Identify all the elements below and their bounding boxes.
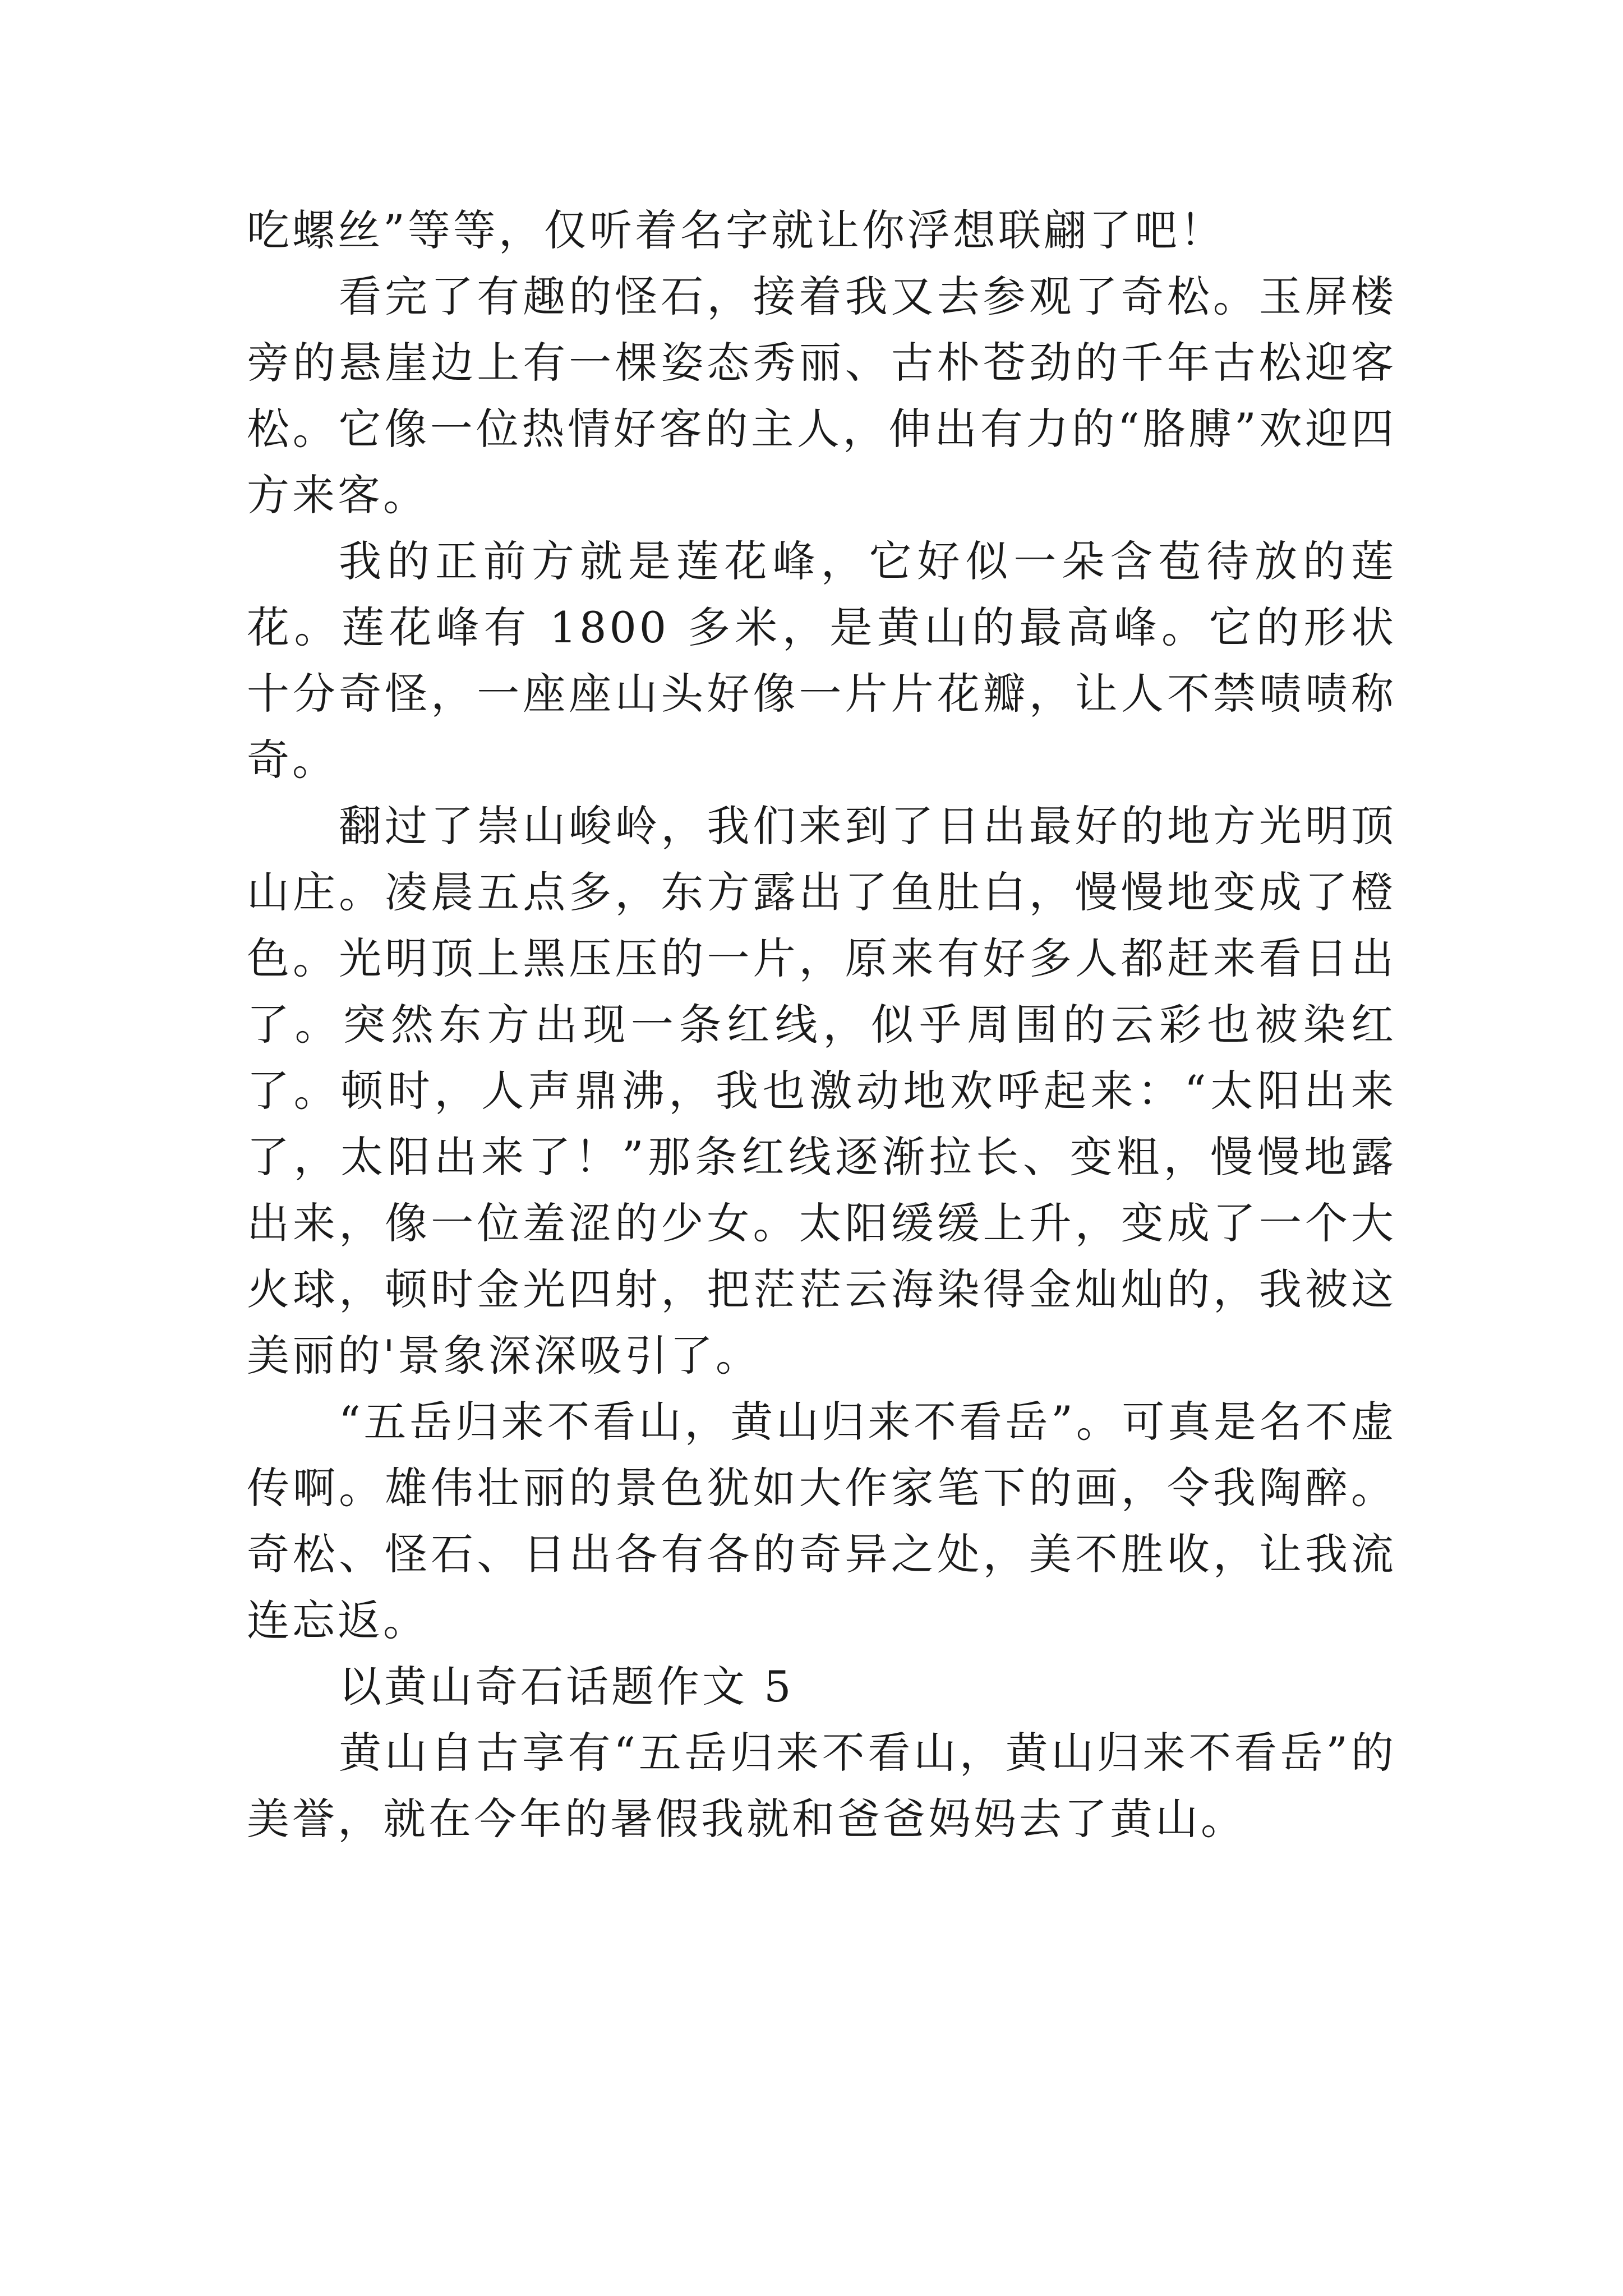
paragraph-sunrise: 翻过了崇山峻岭，我们来到了日出最好的地方光明顶山庄。凌晨五点多，东方露出了鱼肚白，慢慢地变成了橙色。光明顶上黑压压的一片，原来有好多人都赶来看日出了。突然东方出现一条红线，似乎周围的云彩也被染红了。顿时，人声鼎沸，我也激动地欢呼起来：“太阳出来了，太阳出来了！”那条红线逐渐拉长、变粗，慢慢地露出来，像一位羞涩的少女。太阳缓缓上升，变成了一个大火球，顿时金光四射，把茫茫云海染得金灿灿的，我被这美丽的'景象深深吸引了。 bbox=[247, 801, 1396, 1381]
essay-title: 以黄山奇石话题作文 5 bbox=[339, 1662, 794, 1711]
paragraph-conclusion: “五岳归来不看山，黄山归来不看岳”。可真是名不虚传啊。雄伟壮丽的景色犹如大作家笔下的画，令我陶醉。奇松、怪石、日出各有各的奇异之处，美不胜收，让我流连忘返。 bbox=[247, 1397, 1396, 1645]
paragraph-next-essay-intro: 黄山自古享有“五岳归来不看山，黄山归来不看岳”的美誉，就在今年的暑假我就和爸爸妈妈去了黄山。 bbox=[247, 1728, 1396, 1844]
paragraph-pines: 看完了有趣的怪石，接着我又去参观了奇松。玉屏楼旁的悬崖边上有一棵姿态秀丽、古朴苍劲的千年古松迎客松。它像一位热情好客的主人，伸出有力的“胳膊”欢迎四方来客。 bbox=[247, 272, 1396, 520]
paragraph-continuation: 吃螺丝”等等，仅听着名字就让你浮想联翩了吧！ bbox=[247, 205, 1225, 255]
paragraph-lotus-peak: 我的正前方就是莲花峰，它好似一朵含苞待放的莲花。莲花峰有 1800 多米，是黄山的最高峰。它的形状十分奇怪，一座座山头好像一片片花瓣，让人不禁啧啧称奇。 bbox=[247, 536, 1396, 785]
essay-body bbox=[247, 197, 1396, 1852]
